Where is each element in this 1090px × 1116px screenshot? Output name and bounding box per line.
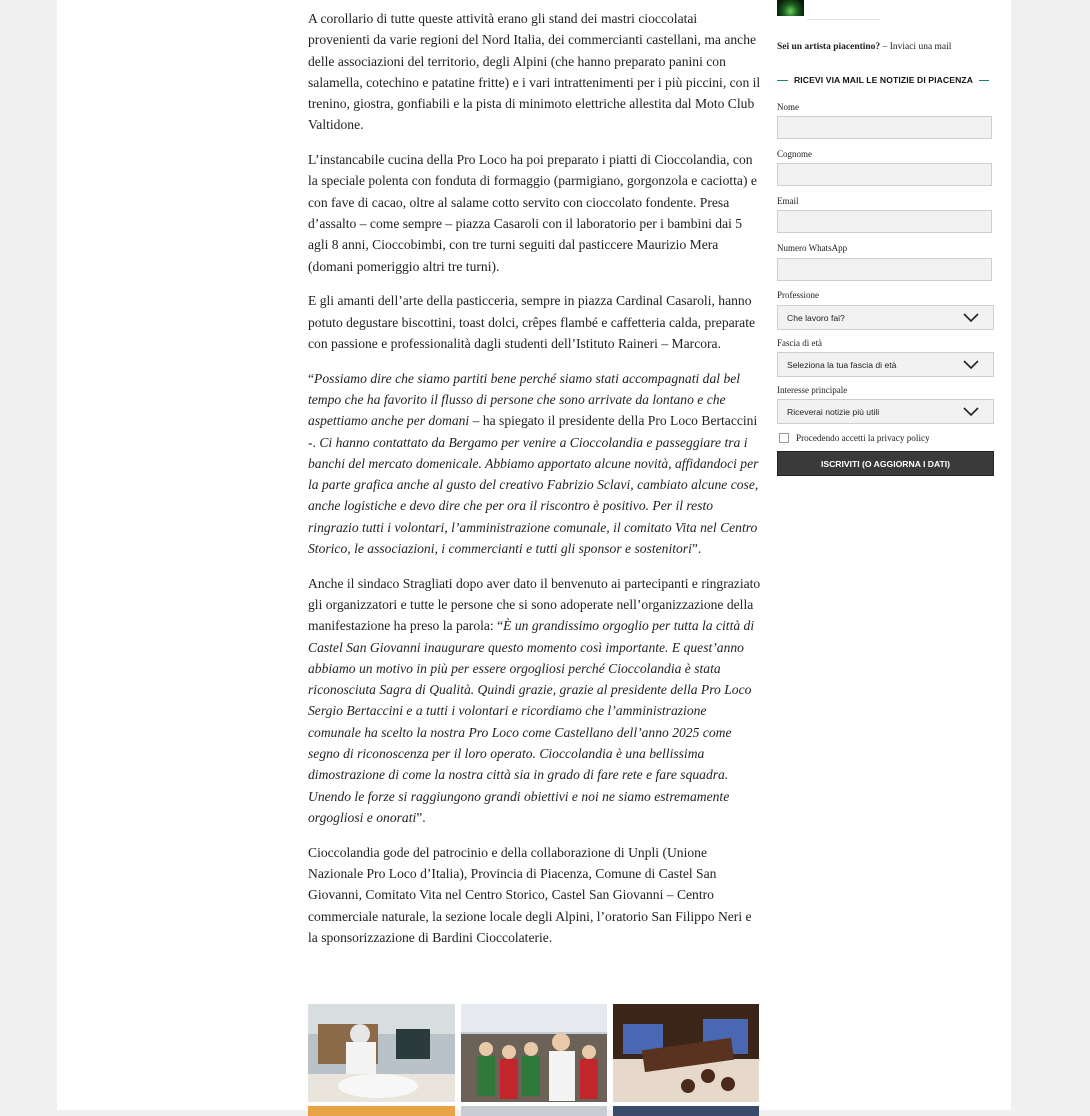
title-rule	[979, 80, 989, 81]
article-quote-president	[308, 368, 762, 560]
whatsapp-field[interactable]	[777, 258, 992, 281]
eta-value: Seleziona la tua fascia di età	[787, 359, 897, 370]
email-field[interactable]	[777, 210, 992, 233]
privacy-consent	[777, 433, 930, 443]
cognome-field[interactable]	[777, 163, 992, 186]
interesse-select[interactable]	[777, 399, 994, 424]
privacy-checkbox[interactable]	[779, 433, 789, 443]
nome-label: Nome	[777, 102, 799, 112]
artist-callout	[777, 42, 951, 52]
page	[57, 0, 1011, 1110]
gallery-photo-group[interactable]	[461, 1004, 607, 1102]
chevron-down-icon	[963, 313, 979, 323]
sidebar-thumbnail[interactable]	[777, 0, 804, 16]
professione-value: Che lavoro fai?	[787, 312, 845, 323]
gallery-photo-6[interactable]	[613, 1106, 759, 1116]
quote-intro: Anche il sindaco Stragliati dopo aver dato il benvenuto ai partecipanti e ringraziato gli organizzatori e tutte le persone che si sono adoperate nell’organizzazione della manifestazione ha preso la parola: “	[308, 575, 761, 634]
gallery-photo-cook[interactable]	[308, 1004, 455, 1102]
article-paragraph: E gli amanti dell’arte della pasticceria, sempre in piazza Cardinal Casaroli, hanno potuto degustare biscottini, toast dolci, crêpes flambé e caffetteria calda, preparate con passione e professionalità dagli studenti dell’Istituto Raineri – Marcora.	[308, 293, 756, 351]
quote-mark: ”.	[691, 541, 702, 556]
nome-field[interactable]	[777, 116, 992, 139]
quote-mark: ”.	[416, 809, 426, 825]
quote-text: Ci hanno contattato da Bergamo per venire a Cioccolandia e passeggiare tra i banchi del mercato domenicale. Abbiamo apportato alcune novità, affidandoci per la parte grafica anche al gusto del creativo Fabrizio Sclavi, cambiato alcune cose, anche logistiche e devo dire che per ora il riscontro è positivo. Per il resto ringrazio tutti i volontari, l’amministrazione comunale, il comitato Vita nel Centro Storico, le associazioni, i commercianti e tutti gli sponsor e sostenitori	[308, 434, 759, 556]
quote-mark: “	[308, 370, 315, 386]
photo-gallery	[308, 1004, 762, 1110]
quote-attribution: – ha spiegato il presidente della Pro Loco Bertaccini -.	[308, 413, 758, 450]
quote-text: Possiamo dire che siamo partiti bene perché siamo stati accompagnati dal bel tempo che ha favorito il flusso di persone che sono arrivate da lontano e che aspettiamo anche per domani	[308, 370, 741, 429]
chevron-down-icon	[963, 407, 979, 417]
article-paragraph: L’instancabile cucina della Pro Loco ha poi preparato i piatti di Cioccolandia, con la speciale polenta con fonduta di formaggio (parmigiano, gorgonzola e caciotta) e con fave di cacao, oltre al salame cotto servito con cioccolato fondente. Presa d’assalto – come sempre – piazza Casaroli con il laboratorio per i bambini dai 5 agli 8 anni, Cioccobimbi, con tre turni seguiti dal pasticcere Maurizio Mera (domani pomeriggio altri tre turni).	[308, 152, 757, 274]
article-quote-mayor	[308, 573, 762, 829]
article-paragraph: A corollario di tutte queste attività erano gli stand dei mastri cioccolatai provenienti da varie regioni del Nord Italia, dei commercianti castellani, ma anche delle associazioni del territorio, degli Alpini (che hanno preparato panini con salamella, cotechino e patatine fritte) e i vari intrattenimenti per i più piccini, con il trenino, giostra, gonfiabili e la pista di minimoto elettriche allestita dal Moto Club Valtidone.	[308, 11, 761, 133]
professione-label: Professione	[777, 290, 819, 300]
cognome-label: Cognome	[777, 149, 812, 159]
quote-text: È un grandissimo orgoglio per tutta la città di Castel San Giovanni inaugurare questo momento così importante. E quest’anno abbiamo un motivo in più per essere orgogliosi perché Cioccolandia è stata riconosciuta Sagra di Qualità. Quindi grazie, grazie al presidente della Pro Loco Sergio Bertaccini e a tutti i volontari e ricordiamo che l’amministrazione comunale ha scelto la nostra Pro Loco come Castellano dell’anno 2025 come segno di riconoscenza per il loro operato. Cioccolandia è una bellissima dimostrazione di come la nostra città sia in grado di fare rete e fare squadra. Unendo le forze si raggiungono grandi obiettivi e noi ne siamo estremamente orgogliosi e onorati	[308, 618, 755, 825]
newsletter-title	[777, 73, 994, 87]
chevron-down-icon	[963, 360, 979, 370]
professione-select[interactable]	[777, 305, 994, 330]
gallery-photo-5[interactable]	[461, 1106, 607, 1116]
eta-select[interactable]	[777, 352, 994, 377]
newsletter-title-text: RICEVI VIA MAIL LE NOTIZIE DI PIACENZA	[794, 75, 974, 85]
article-body	[308, 8, 762, 962]
interesse-label: Interesse principale	[777, 385, 848, 395]
whatsapp-label: Numero WhatsApp	[777, 243, 848, 253]
title-rule	[777, 80, 788, 81]
artist-mail-link[interactable]: – Inviaci una mail	[880, 42, 952, 52]
gallery-photo-4[interactable]	[308, 1106, 455, 1116]
article-paragraph: Cioccolandia gode del patrocinio e della collaborazione di Unpli (Unione Nazionale Pro Loco d’Italia), Provincia di Piacenza, Comune di Castel San Giovanni, Comitato Vita nel Centro Storico, Castel San Giovanni – Centro commerciale naturale, la sezione locale degli Alpini, l’oratorio San Filippo Neri e la sponsorizzazione di Bardini Cioccolaterie.	[308, 844, 752, 945]
interesse-value: Riceverai notizie più utili	[787, 406, 880, 417]
eta-label: Fascia di età	[777, 338, 822, 348]
privacy-label: Procedendo accetti la privacy policy	[796, 433, 930, 443]
gallery-photo-chocolate[interactable]	[613, 1004, 759, 1102]
divider	[807, 19, 880, 20]
artist-question: Sei un artista piacentino?	[777, 42, 881, 52]
subscribe-button[interactable]: ISCRIVITI (O AGGIORNA I DATI)	[777, 451, 994, 476]
email-label: Email	[777, 196, 799, 206]
